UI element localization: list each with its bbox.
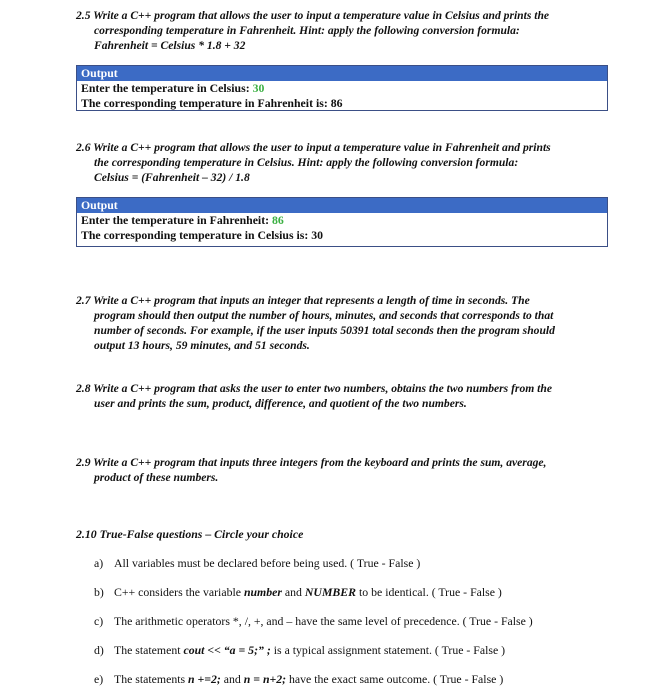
tf-item-code: n +=2; [188,672,221,686]
tf-item-label: b) [94,585,104,599]
question-text: number of seconds. For example, if the user inputs 50391 total seconds then the program should [94,324,555,337]
question-text: 2.7 Write a C++ program that inputs an integer that represents a length of time in seconds. The [76,294,530,307]
output-input-value: 30 [252,81,265,95]
tf-item-label: d) [94,643,104,657]
output-header: Output [77,198,607,213]
question-formula: Celsius = (Fahrenheit – 32) / 1.8 [94,171,250,184]
true-false-title: 2.10 True-False questions – Circle your choice [76,527,304,541]
output-prompt-line [77,213,607,228]
question-2-9 [76,455,616,485]
tf-item-text: have the exact same outcome. ( True - False ) [286,672,504,686]
output-prompt-line [77,81,607,96]
output-input-value: 86 [272,213,284,227]
question-2-5 [76,8,616,53]
question-text: 2.6 Write a C++ program that allows the user to input a temperature value in Fahrenheit and prints [76,141,551,154]
question-text: the corresponding temperature in Celsius. Hint: apply the following conversion formula: [94,156,519,169]
tf-item-text: The statement [114,643,184,657]
question-text: output 13 hours, 59 minutes, and 51 seconds. [94,339,310,352]
question-2-8 [76,381,616,411]
question-text: 2.8 Write a C++ program that asks the user to enter two numbers, obtains the two numbers from the [76,382,552,395]
tf-item-b [94,585,502,599]
question-formula: Fahrenheit = Celsius * 1.8 + 32 [94,39,246,52]
tf-item-e [94,672,503,686]
output-box-2-5 [76,65,608,111]
question-text: program should then output the number of hours, minutes, and seconds that corresponds to that [94,309,554,322]
tf-item-c [94,614,533,628]
tf-item-text: to be identical. ( True - False ) [356,585,502,599]
tf-item-a [94,556,420,570]
tf-item-text: C++ considers the variable [114,585,244,599]
tf-item-code: n = n+2; [243,672,287,686]
output-header: Output [77,66,607,81]
tf-item-d [94,643,505,657]
question-text: 2.9 Write a C++ program that inputs three integers from the keyboard and prints the sum, average, [76,456,547,469]
tf-item-label: c) [94,614,104,628]
tf-item-text: The statements [114,672,189,686]
output-result-line: The corresponding temperature in Fahrenheit is: 86 [81,95,343,110]
question-text: product of these numbers. [94,471,219,484]
question-text: 2.5 Write a C++ program that allows the user to input a temperature value in Celsius and prints the [76,9,550,22]
output-prompt: Enter the temperature in Fahrenheit: [81,213,273,227]
question-2-7 [76,293,616,353]
tf-item-label: a) [94,556,104,570]
tf-item-label: e) [94,672,104,686]
question-text: corresponding temperature in Fahrenheit. Hint: apply the following conversion formula: [94,24,520,37]
tf-item-code: number [243,585,282,599]
output-prompt: Enter the temperature in Celsius: [81,81,253,95]
tf-item-text: and [220,672,244,686]
tf-item-code: cout << “a = 5;” ; [183,643,271,657]
tf-item-text: is a typical assignment statement. ( True - False ) [270,643,506,657]
tf-item-text: The arithmetic operators *, /, +, and – have the same level of precedence. ( True - False ) [114,614,533,628]
tf-item-text: All variables must be declared before being used. ( True - False ) [114,556,421,570]
tf-item-code: NUMBER [304,585,357,599]
question-2-6 [76,140,616,185]
output-box-2-6 [76,197,608,247]
question-text: user and prints the sum, product, difference, and quotient of the two numbers. [94,397,467,410]
tf-item-text: and [281,585,305,599]
output-result-line: The corresponding temperature in Celsius is: 30 [81,227,324,242]
